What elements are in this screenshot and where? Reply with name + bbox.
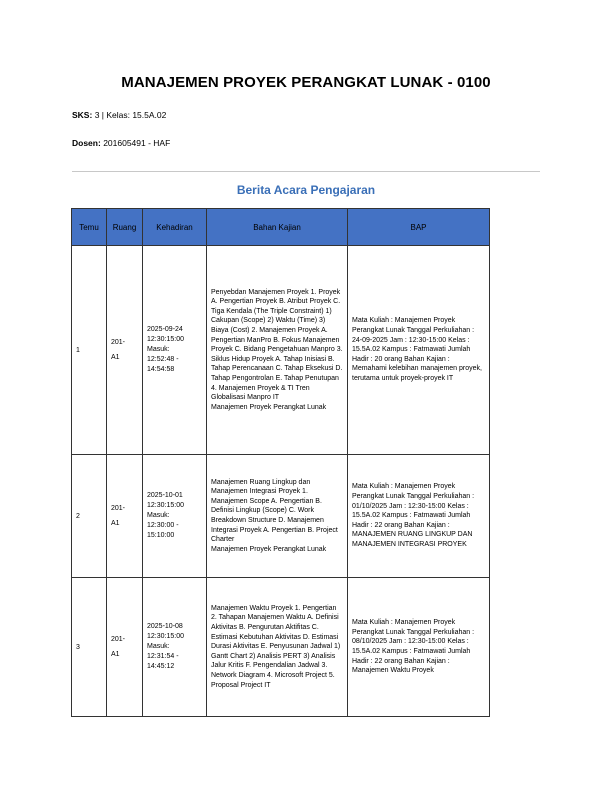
- header-kehadiran: Kehadiran: [143, 209, 207, 246]
- section-title: Berita Acara Pengajaran: [236, 183, 376, 197]
- table-row: [72, 455, 490, 578]
- sks-line: [72, 110, 166, 120]
- dosen-line: [72, 138, 170, 148]
- dosen-value: 201605491 - HAF: [103, 138, 171, 148]
- document-title: MANAJEMEN PROYEK PERANGKAT LUNAK - 0100: [121, 74, 491, 91]
- header-bap: BAP: [348, 209, 490, 246]
- header-ruang: Ruang: [107, 209, 143, 246]
- table-row: [72, 246, 490, 455]
- divider: [72, 171, 540, 172]
- cell-kehadiran: 2025-09-24 12:30:15:00 Masuk: 12:52:48 - 14:54:58: [143, 246, 207, 455]
- cell-kehadiran: 2025-10-01 12:30:15:00 Masuk: 12:30:00 - 15:10:00: [143, 455, 207, 578]
- cell-kehadiran: 2025-10-08 12:30:15:00 Masuk: 12:31:54 - 14:45:12: [143, 578, 207, 717]
- cell-ruang: 201- A1: [107, 246, 143, 455]
- sks-value: 3 | Kelas: 15.5A.02: [94, 110, 167, 120]
- cell-bap: Mata Kuliah : Manajemen Proyek Perangkat Lunak Tanggal Perkuliahan : 24-09-2025 Jam : 12:30-15:00 Kelas : 15.5A.02 Kampus : Fatmawati Jumlah Hadir : 20 orang Bahan Kajian : Memahami kelebihan manajemen proyek, terutama untuk proyek-proyek IT: [348, 246, 490, 455]
- cell-bap: Mata Kuliah : Manajemen Proyek Perangkat Lunak Tanggal Perkuliahan : 01/10/2025 Jam : 12:30-15:00 Kelas : 15.5A.02 Kampus : Fatmawati Jumlah Hadir : 22 orang Bahan Kajian : MANAJEMEN RUANG LINGKUP DAN MANAJEMEN INTEGRASI PROYEK: [348, 455, 490, 578]
- cell-bahan-kajian: Manajemen Ruang Lingkup dan Manajemen Integrasi Proyek 1. Manajemen Scope A. Pengertian B. Definisi Lingkup (Scope) C. Work Breakdown Structure D. Manajemen Integrasi Proyek A. Pengertian B. Project Charter Manajemen Proyek Perangkat Lunak: [207, 455, 348, 578]
- sks-label: SKS:: [72, 110, 93, 120]
- dosen-label: Dosen:: [72, 138, 101, 148]
- cell-temu: 2: [72, 455, 107, 578]
- table-row: [72, 578, 490, 717]
- cell-bahan-kajian: Manajemen Waktu Proyek 1. Pengertian 2. Tahapan Manajemen Waktu A. Definisi Aktivitas B. Pengurutan Aktifitas C. Estimasi Kebutuhan Aktivitas D. Estimasi Durasi Aktivitas E. Penyusunan Jadwal 1) Gantt Chart 2) Analisis PERT 3) Analisis Jalur Kritis F. Pengendalian Jadwal 3. Network Diagram 4. Microsoft Project 5. Proposal Project IT: [207, 578, 348, 717]
- cell-ruang: 201- A1: [107, 578, 143, 717]
- cell-temu: 3: [72, 578, 107, 717]
- cell-ruang: 201- A1: [107, 455, 143, 578]
- header-temu: Temu: [72, 209, 107, 246]
- cell-temu: 1: [72, 246, 107, 455]
- bap-table: [71, 208, 490, 717]
- table-header-row: [72, 209, 490, 246]
- header-bahan-kajian: Bahan Kajian: [207, 209, 348, 246]
- cell-bap: Mata Kuliah : Manajemen Proyek Perangkat Lunak Tanggal Perkuliahan : 08/10/2025 Jam : 12:30-15:00 Kelas : 15.5A.02 Kampus : Fatmawati Jumlah Hadir : 22 orang Bahan Kajian : Manajemen Waktu Proyek: [348, 578, 490, 717]
- cell-bahan-kajian: Penyebdan Manajemen Proyek 1. Proyek A. Pengertian Proyek B. Atribut Proyek C. Tiga Kendala (The Triple Constraint) 1) Cakupan (Scope) 2) Waktu (Time) 3) Biaya (Cost) 2. Manajemen Proyek A. Pengertian ManPro B. Fokus Manajemen Proyek C. Bidang Pengetahuan Manpro 3. Siklus Hidup Proyek A. Tahap Inisiasi B. Tahap Perencanaan C. Tahap Eksekusi D. Tahap Pengontrolan E. Tahap Penutupan 4. Manajemen Proyek & TI Tren Globalisasi Manpro IT Manajemen Proyek Perangkat Lunak: [207, 246, 348, 455]
